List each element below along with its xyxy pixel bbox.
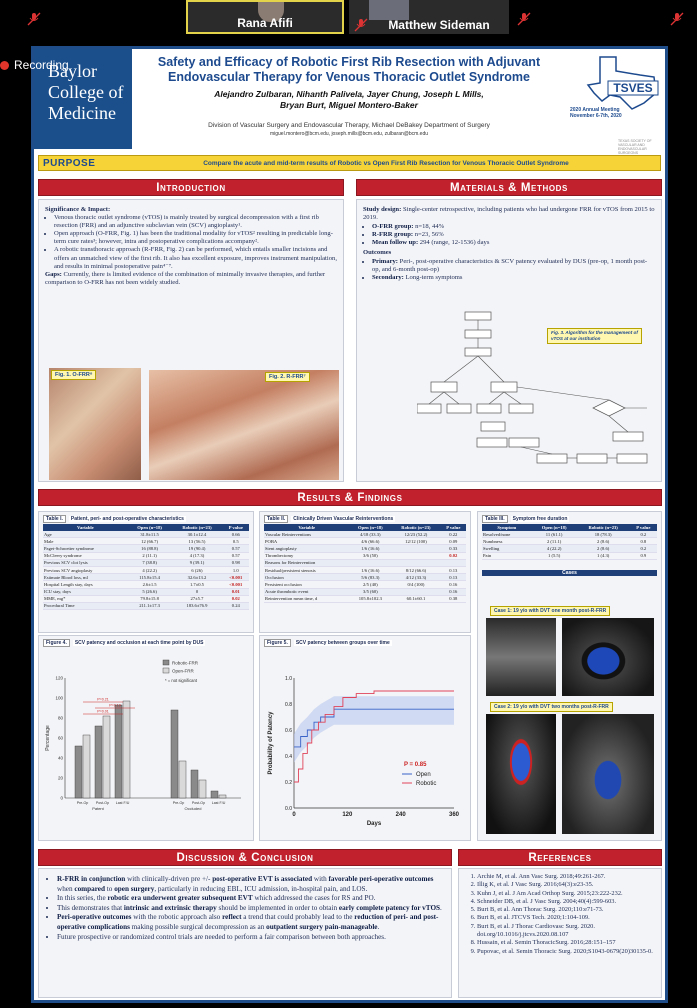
table-cell: 12 (66.7) [128,538,172,545]
reference-item: 4. Schneider DB, et al. J Vasc Surg. 2004;40(4):599-603. [477,898,655,906]
table-cell: 4 (22.2) [532,545,577,552]
table-cell: 115.8±15.4 [128,574,172,581]
poster-affiliation: Division of Vascular Surgery and Endovascular Therapy, Michael DeBakey Department of Surgery [208,122,490,129]
recording-dot-icon [0,61,9,70]
muted-mic-icon[interactable] [27,12,41,26]
table-cell: 8/12 (66.6) [391,566,440,573]
table-header-row [264,524,466,531]
column-header: Open (n=18) [128,524,172,531]
table-cell: Estimate Blood loss, ml [43,574,128,581]
table-header-row [482,524,657,531]
methods-heading: Materials & Methods [356,179,662,196]
table-cell [391,552,440,559]
table-row [264,538,466,545]
table-cell: Vascular Reinterventions [264,531,349,538]
table-cell: 3/6 (50) [349,552,391,559]
table-cell: 183.6±76.9 [171,602,222,609]
case1-label: Case 1: 19 y/o with DVT one month post-R-FRR [490,606,610,616]
table-cell: POBA [264,538,349,545]
table-cell: 0.33 [441,545,466,552]
case2-label: Case 2: 19 y/o with DVT two months post-R-FRR [490,702,613,712]
table-cell: 27±5.7 [171,595,222,602]
table-row [264,581,466,588]
methods-group: • O-FRR group: n=18, 44% [372,223,655,231]
reference-item: 1. Archie M, et al. Ann Vasc Surg. 2018;49:261-267. [477,873,655,881]
bar [199,780,206,798]
table-cell: 2 (8.6) [577,545,630,552]
table-cell: 3/5 (60) [349,588,391,595]
table-cell: 0.57 [223,552,249,559]
table-cell: 2/5 (40) [349,581,391,588]
table-row [43,602,249,609]
table-cell: 6 (26) [171,566,222,573]
x-tick-label: Pre-Op [172,801,185,805]
table-cell: 1 (4.3) [577,552,630,559]
table-row [264,588,466,595]
legend-swatch [163,660,169,665]
table-cell: 18 (78.3) [577,531,630,538]
x-tick-label: Post-Op [191,801,206,805]
y-tick-label: 60 [57,735,63,741]
intro-bullet: • A robotic transthoracic approach (R-FRR, Fig. 2) can be performed, which entails smaller incisions and offers an unmatched view of the first rib. It also has excellent exposure, improves instrument manipulation, and results in minimal postoperative pain⁴⁻⁷. [54,246,337,270]
table-row [43,581,249,588]
bar [123,701,130,798]
methods-panel: Study design: Single-center retrospective, including patients who had undergone FRR for vTOS from 2015 to 2019. • O-FRR group: n=18, 44% • R-FRR group: n=23, 56% • Mean follow up: 294 (range, 12-1536) days Outcomes • Primary: Peri-, post-operative characteristics & SCV patency evaluated by DUS (pre-op, 1 month post-op, and 6-month post-op) • Secondary: Long-term symptoms Fig. 3. Algorithm for the management of vTOS at our institution [356,199,662,482]
table-cell: Numbness [482,538,532,545]
p-value-label: P = 0.85 [404,762,427,768]
intro-panel: Significance & Impact: • Venous thoracic outlet syndrome (vTOS) is mainly treated by surgical decompression with a first rib resection (FRR) and an adjunctive subclavian vein (SCV) angioplasty¹. • Open approach (O-FRR, Fig. 1) has been the traditional modality for vTOS² resulting in predictable long-term cure rates³; however, intra and postoperative complications accompany². • A robotic transthoracic approach (R-FRR, Fig. 2) can be performed, which entails smaller incisions and offers an unmatched view of the first rib. It also has excellent exposure, improves instrument manipulation, and results in minimal postoperative pain⁴⁻⁷. Gaps: Currently, there is limited evidence of the combination of minimally invasive therapies, and further comparison to O-FRR has not been widely studied. Fig. 1. O-FRR⁸ Fig. 2. R-FRR⁷ [38,199,344,482]
discussion-point: • Peri-operative outcomes with the robotic approach also reflect a trend that could probably lead to the reduction of peri- and post-operative complications making possible surgical decompression as an outpatient surgery pain-manageable. [57,913,445,932]
reinterventions-table [264,524,466,603]
table-row [482,545,657,552]
reference-item: 3. Kuhn J, et al. J Am Acad Orthop Surg. 2015;23:222-232. [477,890,655,898]
discussion-point: • Future prospective or randomized control trials are needed to perform a fair comparison between both approaches. [57,933,445,943]
legend-label: Open [416,772,431,778]
poster-emails: miguel.montero@bcm.edu, joseph.mills@bcm.edu, zulbaran@bcm.edu [269,131,429,137]
y-tick-label: 0.4 [285,754,292,760]
table-cell: 30.1±12.4 [171,531,222,538]
reference-item: 5. Burt B, et al. Ann Thorac Surg. 2020;110:e71-73. [477,906,655,914]
table-cell: 105.8±102.3 [349,595,391,602]
x-tick-label: 360 [448,812,460,818]
table-cell: 2 (11.1) [532,538,577,545]
reference-item: 8. Hussain, et al. Semin ThoracicSurg. 2016;28:151–157 [477,939,655,947]
table-cell: 4/6 (66.6) [349,538,391,545]
y-tick-label: 0.2 [285,780,292,786]
patency-bar-chart [43,648,249,836]
table-row [264,566,466,573]
table-cell: Resolved/none [482,531,532,538]
table-cell: Age [43,531,128,538]
table-row [43,545,249,552]
table-cell: 19 (90.4) [171,545,222,552]
legend-label: Robotic-FRR [172,660,199,666]
recording-indicator[interactable] [0,58,69,72]
table-cell: 1 (5.5) [532,552,577,559]
table-cell: <0.001 [223,581,249,588]
table-row [482,552,657,559]
table-row [264,552,466,559]
column-header: Robotic (n=23) [171,524,222,531]
table-cell: Pain [482,552,532,559]
fig3-caption: Fig. 3. Algorithm for the management of vTOS at our institution [547,328,642,344]
column-header: Open (n=18) [532,524,577,531]
intro-bullet: • Venous thoracic outlet syndrome (vTOS) is mainly treated by surgical decompression with a first rib resection (FRR) and an adjunctive subclavian vein (SCV) angioplasty¹. [54,214,337,230]
muted-mic-icon[interactable] [670,12,684,26]
table-row [264,545,466,552]
case1-doppler [562,618,654,696]
y-tick-label: 0.8 [285,702,292,708]
o-frr-photo [49,368,141,480]
table-cell: McCleery syndrome [43,552,128,559]
table-cell: 5/6 (83.3) [349,574,391,581]
x-tick-label: 240 [395,812,406,818]
bar [75,746,82,798]
table-cell: Thrombectomy [264,552,349,559]
table-cell: ICU stay, days [43,588,128,595]
table-cell: 0.8 [630,538,657,545]
table-ii-panel: Table II. Clinically Driven Vascular Reinterventions Variable Open (n=18) Robotic (n=23) P value Vascular Reinterventions 4/18 (33.3) 12/23 (52.2) 0.22 POBA 4/6 (66.6) 12/12 (100) 0.09 Stent angioplasty 1/6 (16.6) 0.33 Thrombectomy 3/6 (50) 0.02 Reasons for Reintervention Residual/persistent stenosis 1/6 (16.6) 8/12 (66.6) 0.13 Occlusion 5/6 (83.3) 4/12 (33.3) 0.13 Persistent occlusion 2/5 (40) 0/4 (100) 0.16 Acute thrombotic event 3/5 (60) 0.16 Reintervention mean time, d 105.8±102.3 60.1±60.1 0.38 [259,511,471,633]
table-cell: 0.2 [630,531,657,538]
table-cell: 2.6±1.5 [128,581,172,588]
participant-strip [0,0,697,36]
r-frr-photo [149,370,339,480]
tsves-logo: TSVES 2020 Annual Meeting November 6-7th, 2020 TEXAS SOCIETY OF VASCULAR AND ENDOVASCULAR SURGEONS [570,53,665,148]
table-cell: Previous SCV angioplasty [43,566,128,573]
table-cell: 211.1±17.3 [128,602,172,609]
methods-outcome: • Primary: Peri-, post-operative characteristics & SCV patency evaluated by DUS (pre-op, 1 month post-op, and 6-month post-op) [372,258,655,274]
table-cell [441,559,466,566]
table-cell: 0.5 [223,538,249,545]
y-tick-label: 20 [57,775,63,781]
column-header: Robotic (n=23) [391,524,440,531]
table-cell: 0/4 (100) [391,581,440,588]
y-tick-label: 120 [55,675,63,681]
y-tick-label: 100 [55,695,63,701]
table-cell: Paget-Schroetter syndrome [43,545,128,552]
bar [95,726,102,798]
table-cell: 9 (39.1) [171,559,222,566]
table-row [43,574,249,581]
discussion-point: • In this series, the robotic era underwent greater subsequent EVT which addressed the cases for RS and PO. [57,894,445,904]
bar [211,791,218,798]
algorithm-flowchart [417,308,657,478]
p-value-label: P=0.01 [97,709,109,714]
bar [115,705,122,798]
x-tick-label: 120 [342,812,353,818]
table-cell: 1.0 [223,566,249,573]
table-cell: 0.66 [223,531,249,538]
purpose-banner: PURPOSE Compare the acute and mid-term results of Robotic vs Open First Rib Resection for Venous Thoracic Outlet Syndrome [38,155,661,171]
bar [103,716,110,798]
table-cell: 5 (26.6) [128,588,172,595]
table-cell: 0.13 [441,566,466,573]
legend-label: Robotic [416,781,437,787]
participant-name: Rana Afifi [237,16,293,30]
x-tick-label: Pre-Op [76,801,89,805]
bar [191,770,198,798]
column-header: Variable [43,524,128,531]
x-tick-label: 0 [292,812,296,818]
table-row [43,559,249,566]
table-cell: 2 (8.6) [577,538,630,545]
table-row [264,574,466,581]
table-cell: Acute thrombotic event [264,588,349,595]
table-cell: 4/12 (33.3) [391,574,440,581]
table-cell: 0.02 [223,595,249,602]
reference-item: 6. Burt B, et al. JTCVS Tech. 2020;1:104-109. [477,914,655,922]
table-row [43,531,249,538]
bar [179,761,186,798]
y-tick-label: 40 [57,755,63,761]
table-cell: Occlusion [264,574,349,581]
p-value-label: P=0.21 [97,697,109,702]
table-row [43,588,249,595]
methods-outcome: • Secondary: Long-term symptoms [372,274,655,282]
bar [83,735,90,798]
table-cell [349,559,391,566]
table-cell: 2 (11.1) [128,552,172,559]
table-cell: 0.2 [630,545,657,552]
x-tick-label: Last F/U [211,801,226,805]
table-cell: 11 (61.1) [532,531,577,538]
table-cell: 16 (88.8) [128,545,172,552]
table-cell: 0.01 [223,588,249,595]
table-row [264,559,466,566]
table-cell: 0.24 [223,602,249,609]
column-header: Symptom [482,524,532,531]
muted-mic-icon [354,18,368,32]
x-axis-label: Days [366,821,382,827]
recording-label: Recording [14,58,69,72]
symptom-table [482,524,657,560]
y-tick-label: 0 [60,795,63,801]
texas-map-icon [570,53,665,113]
significance-note: * = not significant [165,678,198,683]
x-tick-label: Post-Op [95,801,110,805]
table-cell: 0.16 [441,581,466,588]
y-tick-label: 1.0 [285,676,292,682]
column-header: P value [223,524,249,531]
poster-authors: Alejandro Zulbaran, Nihanth Palivela, Jayer Chung, Joseph L Mills, Bryan Burt, Miguel Montero-Baker [214,89,484,110]
case2-doppler [486,714,556,834]
discussion-point: • R-FRR in conjunction with clinically-driven pre +/- post-operative EVT is associated with favorable peri-operative outcomes when compared to open surgery, particularly in reducing EBL, ICU admission, in-hospital pain, and LOS. [57,875,445,894]
svg-text:TSVES: TSVES [613,81,653,95]
legend-label: Open-FRR [172,668,194,674]
table-cell: 13 (56.5) [171,538,222,545]
reference-item: 2. Illig K, et al. J Vasc Surg. 2016;64(3):e23-35. [477,881,655,889]
reference-item: 9. Pupovac, et al. Semin Thoracic Surg. 2020;S1043-0679(20)30135-0. [477,948,655,956]
table-cell: 32.6±13.2 [171,574,222,581]
table-cell: 4 (17.3) [171,552,222,559]
methods-group: • Mean follow up: 294 (range, 12-1536) days [372,239,655,247]
intro-bullet: • Open approach (O-FRR, Fig. 1) has been the traditional modality for vTOS² resulting in predictable long-term cure rates³; however, intra and postoperative complications accompany². [54,230,337,246]
bar [171,710,178,798]
column-header: Open (n=18) [349,524,391,531]
table-cell: 0.9 [630,552,657,559]
table-cell: Reintervention mean time, d [264,595,349,602]
table-cell: Male [43,538,128,545]
x-tick-label: Last F/U [115,801,130,805]
y-tick-label: 0.6 [285,728,292,734]
y-tick-label: 80 [57,715,63,721]
table-cell: Procedural Time [43,602,128,609]
column-header: Variable [264,524,349,531]
table-cell: 12/23 (52.2) [391,531,440,538]
column-header: P value [630,524,657,531]
poster-title: Safety and Efficacy of Robotic First Rib Resection with Adjuvant Endovascular Therapy for Venous Thoracic Outlet Syndrome [157,55,541,84]
methods-group: • R-FRR group: n=23, 56% [372,231,655,239]
figure4-panel: Figure 4. SCV patency and occlusion at each time point by DUS 0 20 40 60 80 100 120 Percentage Pre-Op Post-Op Last F/U Pre-Op Post-Op Last F/U Patent Occluded P=0.21 P=0.19 P=0.01 Robotic-FRR Open-FRR * = not significant [38,635,254,841]
reference-item: 7. Burt B, et al. J Thorac Cardiovasc Surg. 2020. doi.org/10.1016/j.jtcvs.2020.08.107 [477,923,655,940]
table-row [43,538,249,545]
table-row [264,531,466,538]
table-cell: 60.1±60.1 [391,595,440,602]
y-axis-label: Probability of Patency [268,711,274,775]
bar [219,795,226,798]
table-cell: 79.8±15.8 [128,595,172,602]
participant-tile[interactable] [349,0,509,34]
table-cell: 1/6 (16.6) [349,545,391,552]
table-row [264,595,466,602]
table-cell: 0.16 [441,588,466,595]
table-cell: 0.13 [441,574,466,581]
table-cell: <0.001 [223,574,249,581]
table-cell: 0.57 [223,545,249,552]
table-cell: Hospital Length stay, days [43,581,128,588]
legend-swatch [163,668,169,673]
table-cell: Persistent occlusion [264,581,349,588]
table-row [43,595,249,602]
group-label: Occluded [184,806,202,811]
table-cell [391,545,440,552]
table-cell [391,559,440,566]
patient-characteristics-table [43,524,249,610]
table-row [43,552,249,559]
table-cell: 0.38 [441,595,466,602]
table-i-panel: Table I. Patient, peri- and post-operative characteristics Variable Open (n=18) Robotic (n=23) P value Age 31.8±11.5 30.1±12.4 0.66 Male 12 (66.7) 13 (56.5) 0.5 Paget-Schroetter syndrome 16 (88.8) 19 (90.4) 0.57 McCleery syndrome 2 (11.1) 4 (17.3) 0.57 Previous SCV clot lysis 7 (38.8) 9 (39.1) 0.98 Previous SCV angioplasty 4 (22.2) 6 (26) 1.0 Estimate Blood loss, ml 115.8±15.4 32.6±13.2 <0.001 Hospital Length stay, days 2.6±1.5 1.7±0.5 <0.001 ICU stay, days 5 (26.6) 0 0.01 MME, mg* 79.8±15.8 27±5.7 0.02 Procedural Time 211.1±17.3 183.6±76.9 0.24 [38,511,254,633]
discussion-point: • This demonstrates that intrinsic and extrinsic therapy should be implemented in order to obtain early complete patency for vTOS. [57,904,445,914]
group-label: Patent [92,806,104,811]
table-row [43,566,249,573]
table-cell: 7 (38.8) [128,559,172,566]
table-iii-panel: Table III. Symptom free duration Symptom Open (n=18) Robotic (n=23) P value Resolved/none 11 (61.1) 18 (78.3) 0.2 Numbness 2 (11.1) 2 (8.6) 0.8 Swelling 4 (22.2) 2 (8.6) 0.2 Pain 1 (5.5) 1 (4.3) 0.9 Cases Case 1: 19 y/o with DVT one month post-R-FRR Case 2: 19 y/o with DVT two months post-R-FRR [477,511,662,841]
results-heading: Results & Findings [38,489,662,506]
table-cell: MME, mg* [43,595,128,602]
table-cell: 1/6 (16.6) [349,566,391,573]
table-cell: Stent angioplasty [264,545,349,552]
participant-name: Matthew Sideman [388,18,490,32]
table-cell: 1.7±0.5 [171,581,222,588]
table-cell: 0.09 [441,538,466,545]
case2-ultrasound [562,714,654,834]
table-cell: 31.8±11.5 [128,531,172,538]
table-cell: 4 (22.2) [128,566,172,573]
table-row [482,531,657,538]
table-header-row [43,524,249,531]
table-cell: 0.22 [441,531,466,538]
participant-tile[interactable] [186,0,344,34]
table-cell: Previous SCV clot lysis [43,559,128,566]
cases-label: Cases [482,570,657,576]
discussion-heading: Discussion & Conclusion [38,849,452,866]
table-cell: Swelling [482,545,532,552]
intro-heading: Introduction [38,179,344,196]
patency-line-chart [264,648,466,836]
table-row [482,538,657,545]
shared-poster [31,46,668,1003]
table-cell: 4/18 (33.3) [349,531,391,538]
figure5-panel: Figure 5. SCV patency between groups over time 0 120 240 360 0.0 0.2 0.4 0.6 0.8 1.0 Days Probability of Patency P = 0.85 Open Robotic [259,635,471,841]
table-cell: 0.98 [223,559,249,566]
references-panel [458,868,662,998]
y-axis-label: Percentage [45,725,51,751]
discussion-panel [38,868,452,998]
table-cell: 0 [171,588,222,595]
table-cell: Reasons for Reintervention [264,559,349,566]
y-tick-label: 0.0 [285,806,292,812]
table-cell: Residual/persistent stenosis [264,566,349,573]
table-cell: 0.02 [441,552,466,559]
muted-mic-icon[interactable] [517,12,531,26]
column-header: P value [441,524,466,531]
p-value-label: P=0.19 [109,703,121,708]
case1-ultrasound [486,618,556,696]
table-cell: 12/12 (100) [391,538,440,545]
poster-header [34,49,665,155]
column-header: Robotic (n=23) [577,524,630,531]
participant-video [369,0,409,20]
table-cell [391,588,440,595]
references-heading: References [458,849,662,866]
baylor-logo: Baylor College of Medicine [34,49,132,149]
